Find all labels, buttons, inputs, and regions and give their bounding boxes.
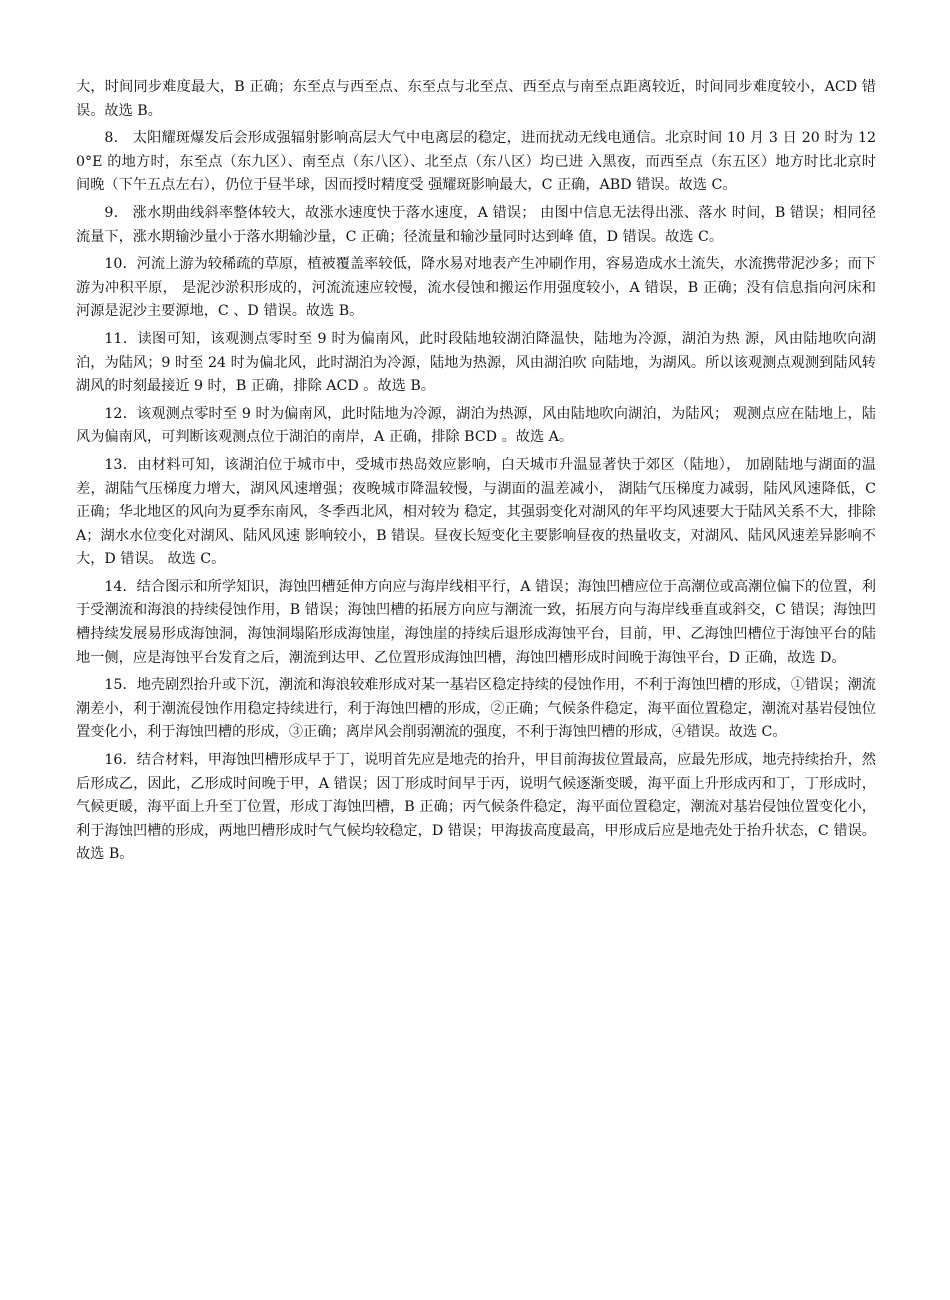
paragraph-answer-15: 15．地壳剧烈抬升或下沉，潮流和海浪较难形成对某一基岩区稳定持续的侵蚀作用，不利于海蚀凹槽的形成，①错误；潮流潮差小，利于潮流侵蚀作用稳定持续进行，利于海蚀凹槽的形成，②正确；气候条件稳定，海平面位置稳定，潮流对基岩侵蚀位置变化小，利于海蚀凹槽的形成，③正确；离岸风会削弱潮流的强度，不利于海蚀凹槽的形成，④错误。故选 C。 [76,677,876,741]
paragraph-answer-11: 11．读图可知，该观测点零时至 9 时为偏南风，此时段陆地较湖泊降温快，陆地为冷源，湖泊为热 源，风由陆地吹向湖泊，为陆风；9 时至 24 时为偏北风，此时湖泊为冷源，陆地为热源，风由湖泊吹 向陆地，为湖风。所以该观测点观测到陆风转湖风的时刻最接近 9 时，B 正确，排除 ACD 。故选 B。 [76,330,876,395]
paragraph-answer-16: 16．结合材料，甲海蚀凹槽形成早于丁，说明首先应是地壳的抬升，甲目前海拔位置最高，应最先形成，地壳持续抬升，然后形成乙，因此，乙形成时间晚于甲，A 错误；因丁形成时间早于丙，说明气候逐渐变暖，海平面上升形成丙和丁，丁形成时，气候更暖，海平面上升至丁位置，形成丁海蚀凹槽，B 正确；丙气候条件稳定，海平面位置稳定，潮流对基岩侵蚀位置变化小，利于海蚀凹槽的形成，两地凹槽形成时气气候均较稳定，D 错误；甲海拔高度最高，甲形成后应是地壳处于抬升状态，C 错误。故选 B。 [76,752,876,863]
paragraph-continuation: 大，时间同步难度最大，B 正确；东至点与西至点、东至点与北至点、西至点与南至点距离较近，时间同步难度较小，ACD 错误。故选 B。 [76,79,876,119]
paragraph-answer-10: 10．河流上游为较稀疏的草原，植被覆盖率较低，降水易对地表产生冲刷作用，容易造成水土流失，水流携带泥沙多；而下游为冲积平原， 是泥沙淤积形成的，河流流速应较慢，流水侵蚀和搬运作用强度较小，A 错误，B 正确；没有信息指向河床和河源是泥沙主要源地，C 、D 错误。故选 B。 [76,256,876,320]
answer-document [76,76,876,871]
paragraph-answer-12: 12．该观测点零时至 9 时为偏南风，此时陆地为冷源，湖泊为热源，风由陆地吹向湖泊，为陆风； 观测点应在陆地上，陆风为偏南风，可判断该观测点位于湖泊的南岸，A 正确，排除 BCD 。故选 A。 [76,405,876,446]
paragraph-answer-14: 14．结合图示和所学知识，海蚀凹槽延伸方向应与海岸线相平行，A 错误；海蚀凹槽应位于高潮位或高潮位偏下的位置，利于受潮流和海浪的持续侵蚀作用，B 错误；海蚀凹槽的拓展方向应与潮流一致，拓展方向与海岸线垂直或斜交，C 错误；海蚀凹槽持续发展易形成海蚀洞，海蚀洞塌陷形成海蚀崖，海蚀崖的持续后退形成海蚀平台，目前，甲、乙海蚀凹槽位于海蚀平台的陆地一侧，应是海蚀平台发育之后，潮流到达甲、乙位置形成海蚀凹槽，海蚀凹槽形成时间晚于海蚀平台，D 正确，故选 D。 [76,578,876,666]
paragraph-answer-8: 8． 太阳耀斑爆发后会形成强辐射影响高层大气中电离层的稳定，进而扰动无线电通信。北京时间 10 月 3 日 20 时为 120°E 的地方时，东至点（东九区）、南至点（东八区）、北至点（东八区）均已进 入黑夜，而西至点（东五区）地方时比北京时间晚（下午五点左右），仍位于昼半球，因而授时精度受 强耀斑影响最大，C 正确，ABD 错误。故选 C。 [76,130,876,194]
paragraph-answer-9: 9． 涨水期曲线斜率整体较大，故涨水速度快于落水速度，A 错误； 由图中信息无法得出涨、落水 时间，B 错误；相同径流量下，涨水期输沙量小于落水期输沙量，C 正确；径流量和输沙量同时达到峰 值，D 错误。故选 C。 [76,204,876,245]
paragraph-answer-13: 13．由材料可知，该湖泊位于城市中，受城市热岛效应影响，白天城市升温显著快于郊区（陆地）， 加剧陆地与湖面的温差，湖陆气压梯度力增大，湖风风速增强；夜晚城市降温较慢，与湖面的温差减小， 湖陆气压梯度力减弱，陆风风速降低，C 正确；华北地区的风向为夏季东南风，冬季西北风，相对较为 稳定，其强弱变化对湖风的年平均风速要大于陆风关系不大，排除 A；湖水水位变化对湖风、陆风风速 影响较小，B 错误。昼夜长短变化主要影响昼夜的热量收支，对湖风、陆风风速差异影响不大，D 错误。 故选 C。 [76,456,876,568]
